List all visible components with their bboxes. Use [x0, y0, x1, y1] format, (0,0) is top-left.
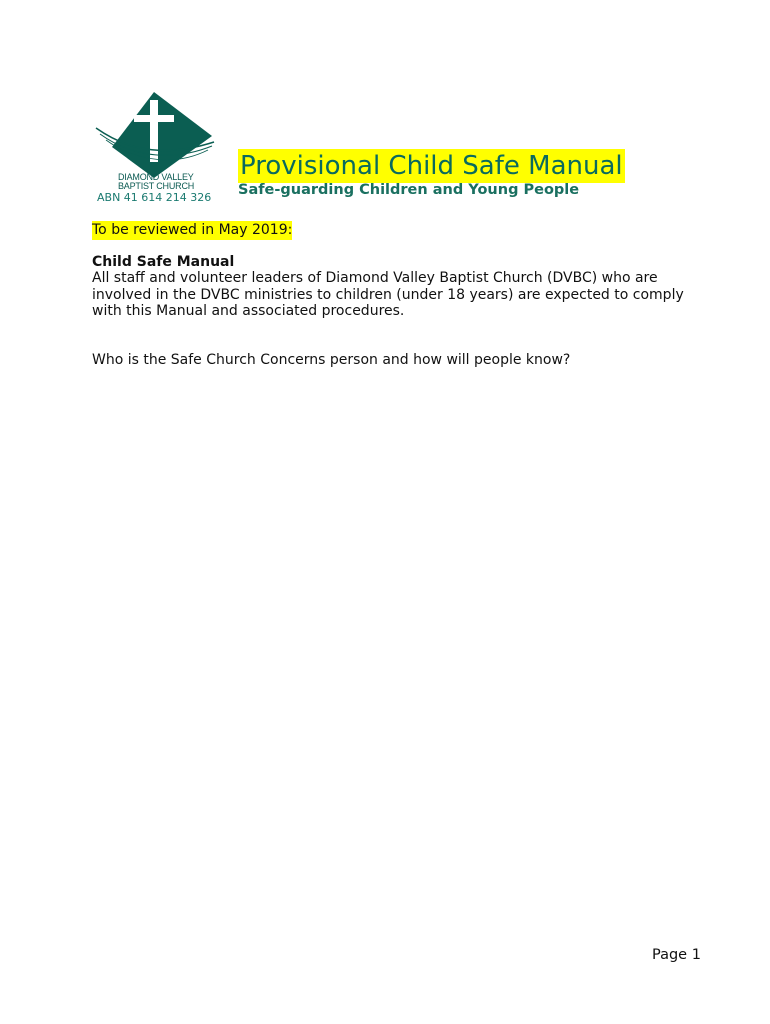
- section-paragraph: All staff and volunteer leaders of Diamond Valley Baptist Church (DVBC) who are involved in the DVBC ministries to children (under 18 years) are expected to comply with this Manual and associated procedures.: [92, 270, 684, 319]
- document-subtitle: Safe-guarding Children and Young People: [238, 182, 580, 198]
- abn-number: ABN 41 614 214 326: [97, 191, 212, 204]
- page-number: Page 1: [652, 947, 701, 963]
- question-text: Who is the Safe Church Concerns person and how will people know?: [92, 352, 571, 368]
- logo-text-line-2: BAPTIST CHURCH: [118, 181, 195, 191]
- review-notice: To be reviewed in May 2019:: [92, 222, 293, 238]
- logo-text-line-1: DIAMOND VALLEY: [118, 172, 194, 182]
- section-heading: Child Safe Manual: [92, 254, 235, 270]
- document-title: Provisional Child Safe Manual: [240, 151, 623, 181]
